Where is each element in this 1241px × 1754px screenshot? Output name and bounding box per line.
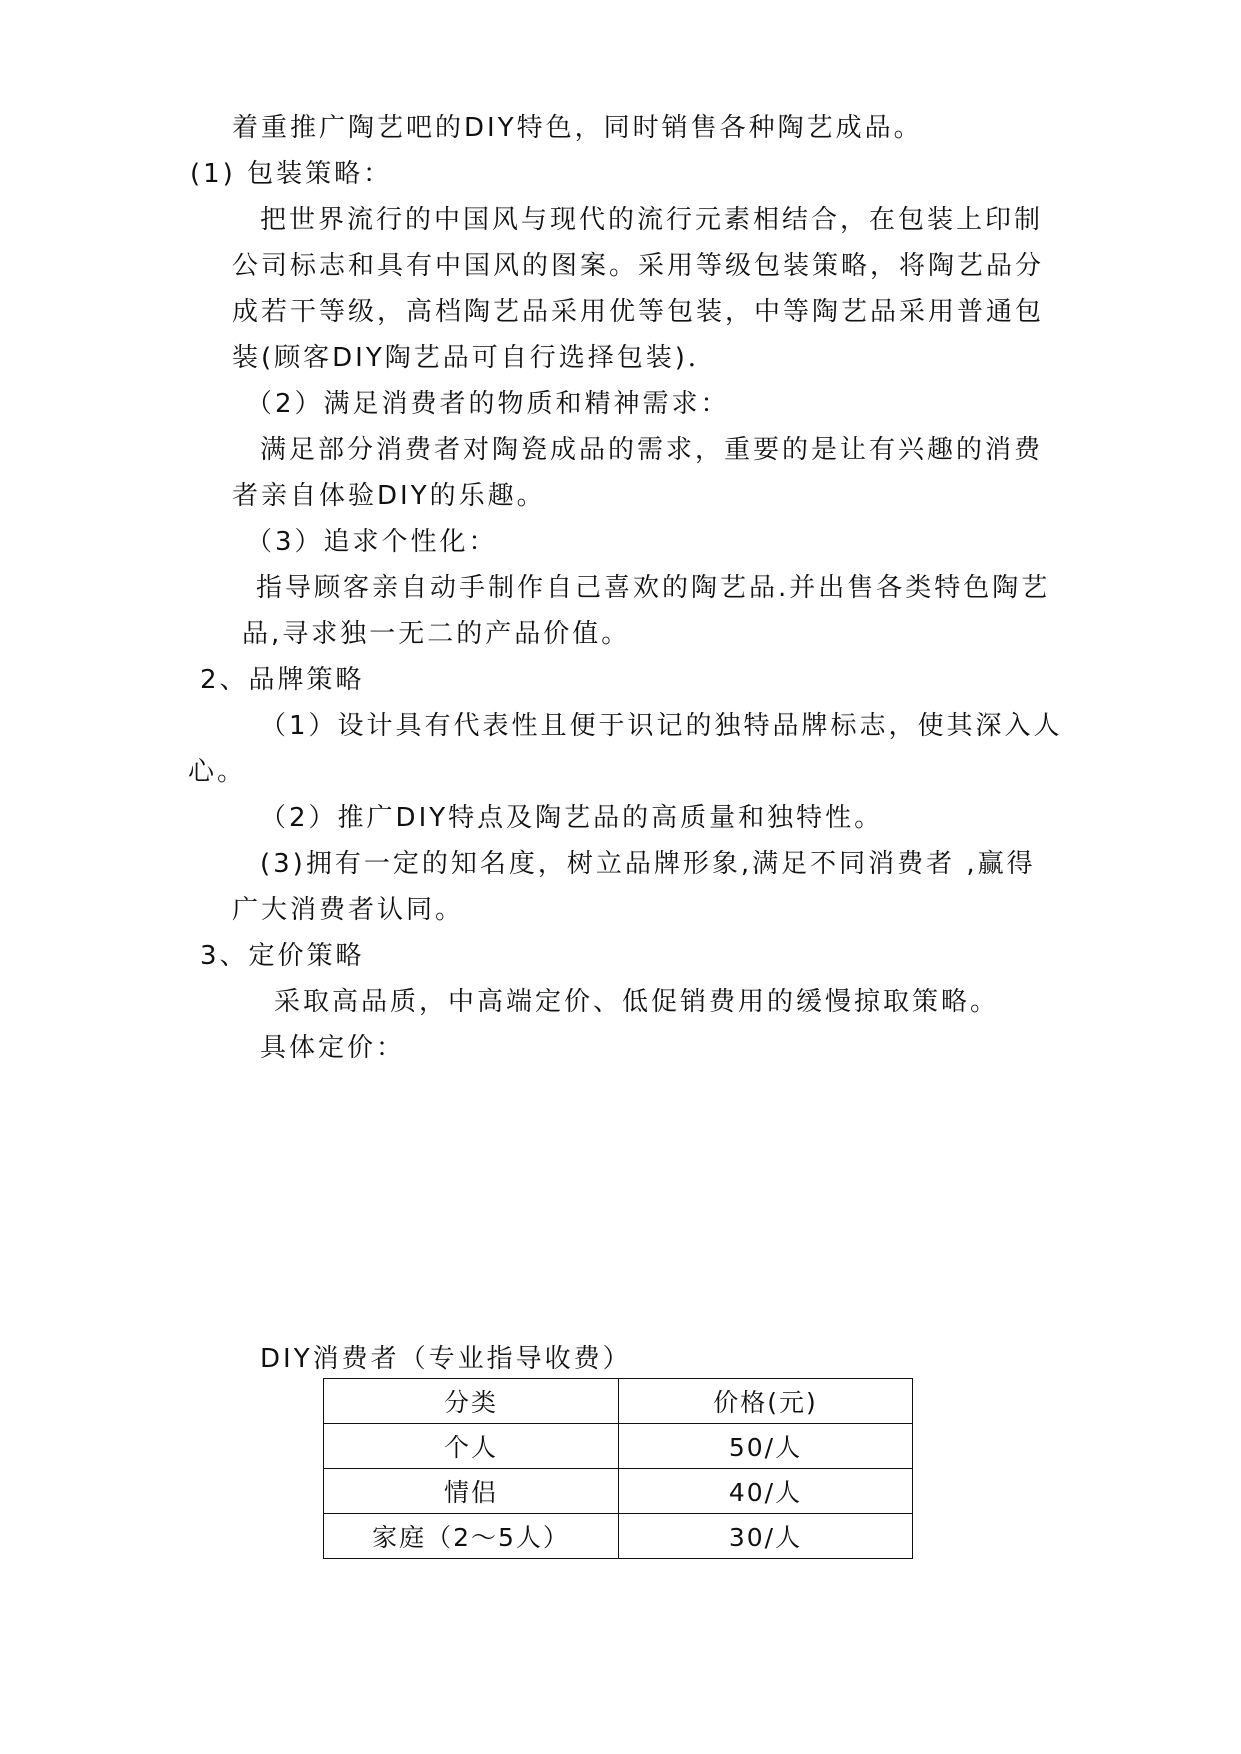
paragraph-line: 成若干等级，高档陶艺品采用优等包装，中等陶艺品采用普通包 xyxy=(232,297,1045,327)
table-row xyxy=(324,1424,913,1469)
table-header-row xyxy=(324,1379,913,1424)
paragraph-line: 广大消费者认同。 xyxy=(232,895,465,925)
paragraph-line: 着重推广陶艺吧的DIY特色，同时销售各种陶艺成品。 xyxy=(232,113,923,143)
paragraph-line: 者亲自体验DIY的乐趣。 xyxy=(232,481,546,511)
paragraph-line: （1）设计具有代表性且便于识记的独特品牌标志，使其深入人 xyxy=(260,711,1063,741)
category-cell: 个人 xyxy=(324,1424,619,1469)
paragraph-line: 心。 xyxy=(188,757,247,787)
paragraph-line: (3)拥有一定的知名度，树立品牌形象,满足不同消费者 ,赢得 xyxy=(260,849,1036,879)
column-header-price: 价格(元) xyxy=(619,1379,913,1424)
section-heading: 3、定价策略 xyxy=(200,941,365,971)
table-row xyxy=(324,1469,913,1514)
price-table xyxy=(323,1378,913,1559)
price-cell: 40/人 xyxy=(619,1469,913,1514)
paragraph-line: 采取高品质，中高端定价、低促销费用的缓慢掠取策略。 xyxy=(274,987,1000,1017)
category-cell: 家庭（2～5人） xyxy=(324,1514,619,1559)
paragraph-line: （2）推广DIY特点及陶艺品的高质量和独特性。 xyxy=(260,803,884,833)
paragraph-line: 满足部分消费者对陶瓷成品的需求，重要的是让有兴趣的消费 xyxy=(260,435,1044,465)
section-heading: （2）满足消费者的物质和精神需求： xyxy=(246,389,730,419)
paragraph-line: 具体定价： xyxy=(260,1033,406,1063)
paragraph-line: 把世界流行的中国风与现代的流行元素相结合，在包装上印制 xyxy=(260,205,1044,235)
table-caption: DIY消费者（专业指导收费） xyxy=(260,1344,632,1374)
paragraph-line: 品,寻求独一无二的产品价值。 xyxy=(242,619,631,649)
section-heading: (1) 包装策略： xyxy=(190,159,393,189)
table-row xyxy=(324,1514,913,1559)
price-cell: 50/人 xyxy=(619,1424,913,1469)
paragraph-line: 装(顾客DIY陶艺品可自行选择包装)． xyxy=(232,343,717,373)
section-heading: 2、品牌策略 xyxy=(200,665,365,695)
category-cell: 情侣 xyxy=(324,1469,619,1514)
paragraph-line: 公司标志和具有中国风的图案。采用等级包装策略，将陶艺品分 xyxy=(232,251,1045,281)
paragraph-line: 指导顾客亲自动手制作自己喜欢的陶艺品.并出售各类特色陶艺 xyxy=(256,573,1051,603)
price-cell: 30/人 xyxy=(619,1514,913,1559)
section-heading: （3）追求个性化： xyxy=(246,527,498,557)
column-header-category: 分类 xyxy=(324,1379,619,1424)
